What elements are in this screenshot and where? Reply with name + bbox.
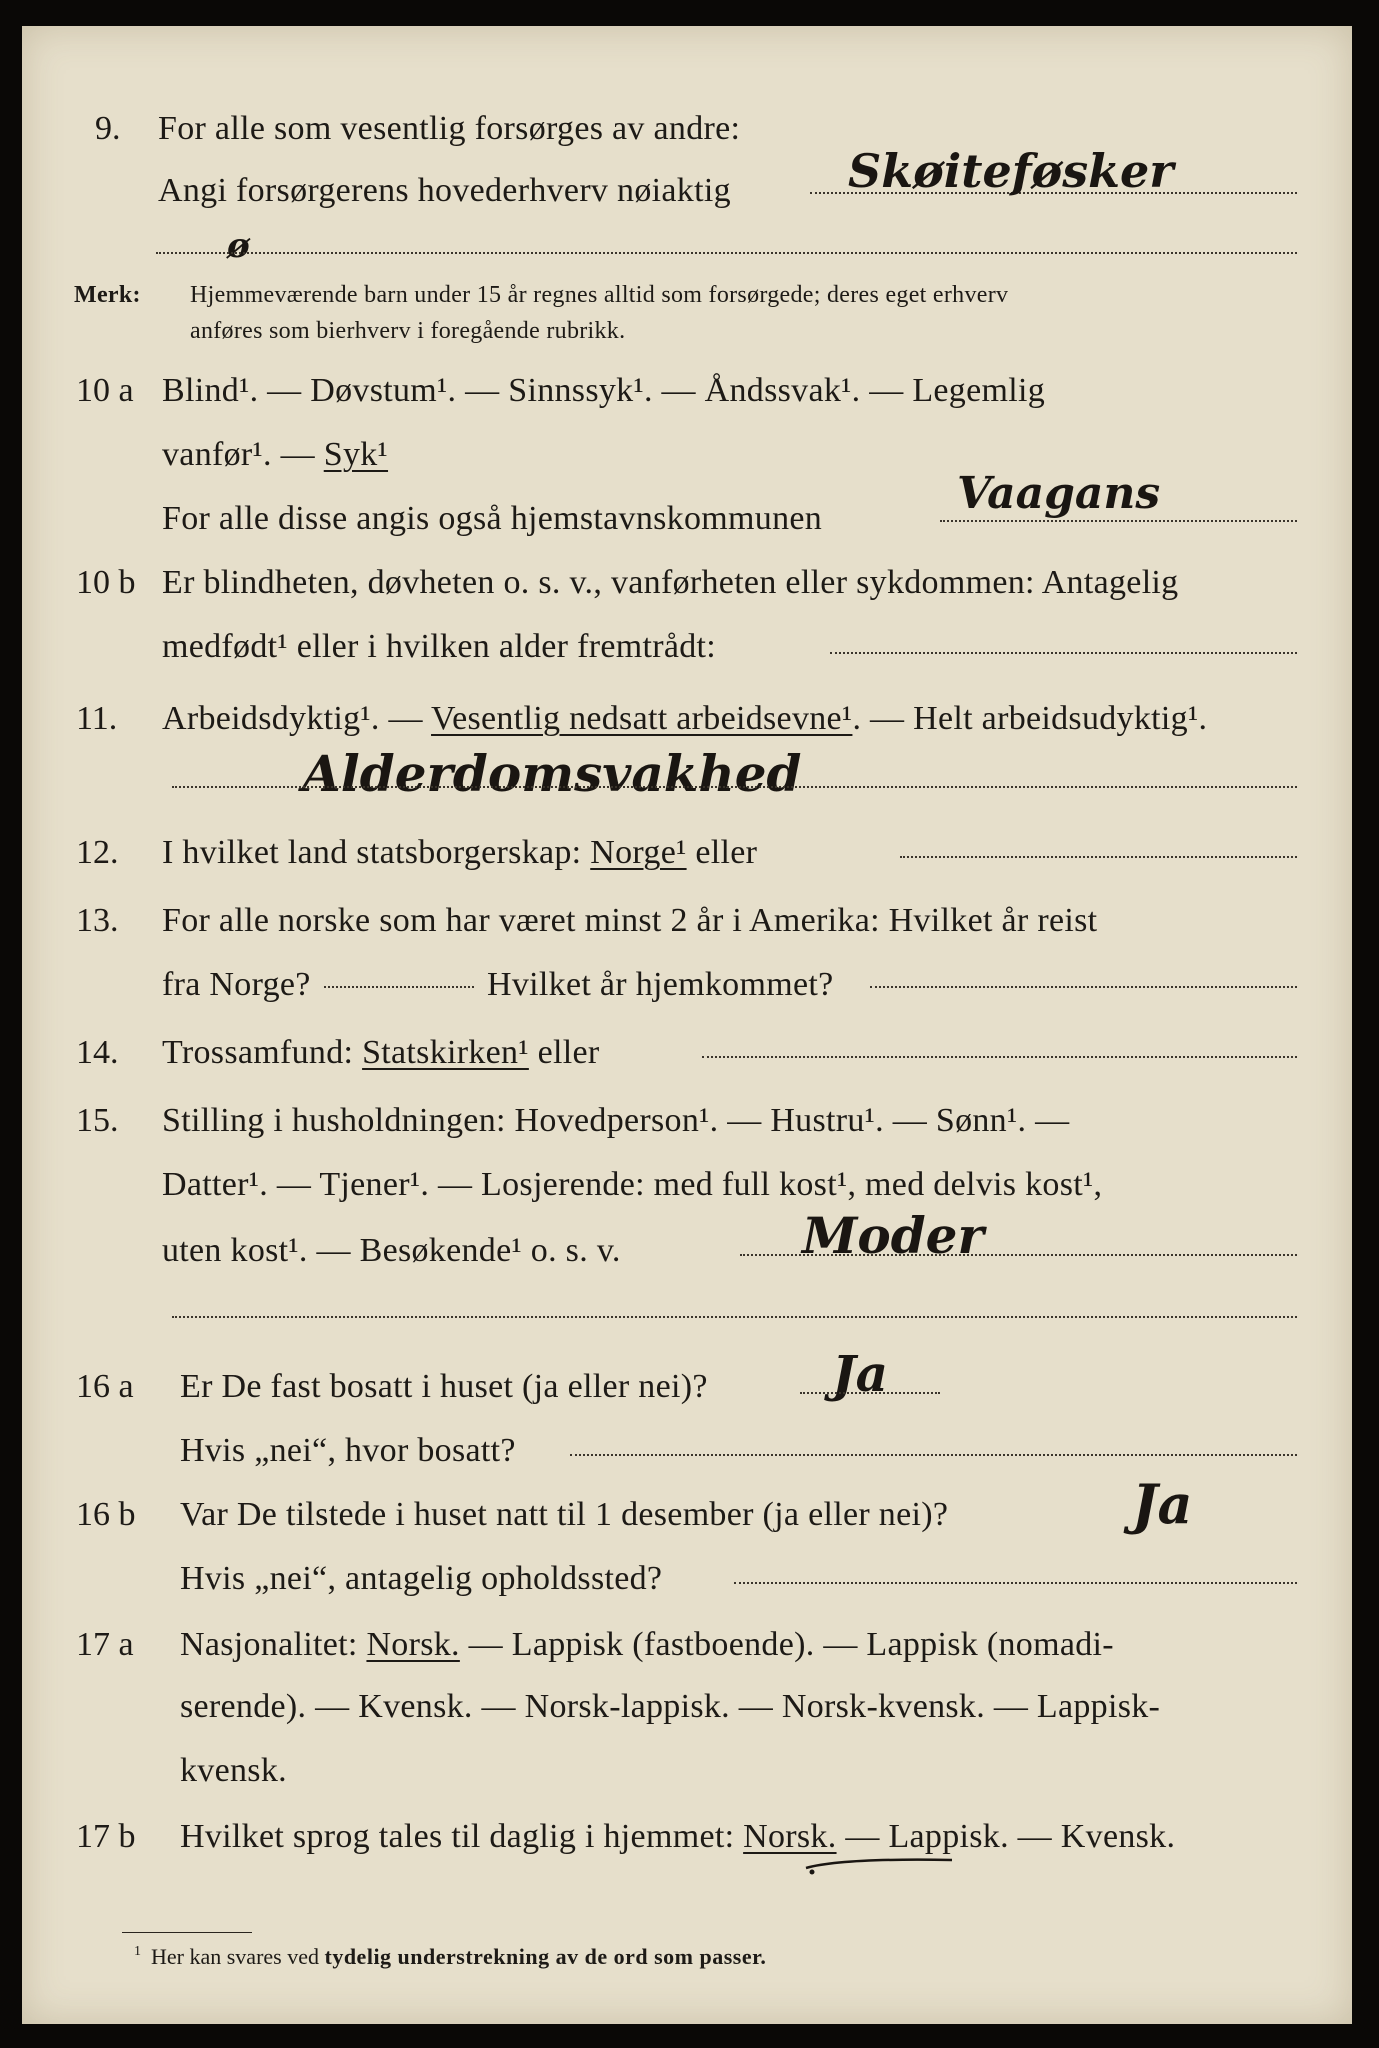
q13-reist-answer-line [324,986,474,988]
q16a-answer-line [800,1392,940,1394]
q10a-number: 10 a [76,372,134,409]
q16a-handwritten-answer: Ja [832,1344,889,1403]
q17a-number: 17 a [76,1626,134,1663]
q16b-opholdssted-answer-line [734,1582,1297,1584]
q17a-line2: serende). — Kvensk. — Norsk-lappisk. — Norsk-kvensk. — Lappisk- [180,1688,1161,1725]
q11-line1: Arbeidsdyktig¹. — Vesentlig nedsatt arbeidsevne¹. — Helt arbeidsudyktig¹. [162,700,1208,737]
footnote-rule [122,1932,252,1933]
q10b-line1: Er blindheten, døvheten o. s. v., vanførheten eller sykdommen: Antagelig [162,564,1179,601]
q9-line1: For alle som vesentlig forsørges av andre: [158,110,741,147]
q11-answer-line [172,786,1297,788]
q17b-pen-stroke [802,1854,962,1878]
q9-handwritten-mark: ø [227,226,250,266]
q16a-bosatt-answer-line [570,1454,1297,1456]
q13-line2a: fra Norge? [162,966,311,1003]
q10a-answer-line [940,520,1297,522]
q13-hjemkommet-answer-line [870,986,1297,988]
q13-line1: For alle norske som har været minst 2 år i Amerika: Hvilket år reist [162,902,1098,939]
q16a-number: 16 a [76,1368,134,1405]
q15-answer-line-2 [172,1316,1297,1318]
q16a-line1: Er De fast bosatt i huset (ja eller nei)? [180,1368,708,1405]
q17a-line3: kvensk. [180,1752,287,1789]
q9-handwritten-answer: Skøiteføsker [848,144,1174,198]
q14-underlined-choice: Statskirken¹ [362,1034,529,1071]
q16b-handwritten-answer: Ja [1132,1472,1193,1536]
q9-number: 9. [95,110,121,147]
q12-line: I hvilket land statsborgerskap: Norge¹ eller [162,834,758,871]
q17a-underlined-choice: Norsk. [366,1626,460,1663]
q15-line3: uten kost¹. — Besøkende¹ o. s. v. [162,1232,621,1269]
q11-handwritten-answer: Alderdomsvakhed [302,744,802,803]
q15-line2: Datter¹. — Tjener¹. — Losjerende: med full kost¹, med delvis kost¹, [162,1166,1103,1203]
q14-number: 14. [76,1034,119,1071]
q10b-line2: medfødt¹ eller i hvilken alder fremtrådt: [162,628,717,665]
q10b-answer-line [830,652,1297,654]
q14-answer-line [702,1056,1297,1058]
q16b-line2: Hvis „nei“, antagelig opholdssted? [180,1560,663,1597]
q15-line1: Stilling i husholdningen: Hovedperson¹. — Hustru¹. — Sønn¹. — [162,1102,1070,1139]
q12-underlined-choice: Norge¹ [590,834,687,871]
q10a-line1: Blind¹. — Døvstum¹. — Sinnssyk¹. — Åndssvak¹. — Legemlig [162,372,1046,409]
q15-answer-line [740,1254,1297,1256]
q17b-line: Hvilket sprog tales til daglig i hjemmet: Norsk. — Lappisk. — Kvensk. [180,1818,1176,1855]
q10a-line3: For alle disse angis også hjemstavnskommunen [162,500,823,537]
q11-number: 11. [76,700,118,737]
q17a-line1: Nasjonalitet: Norsk. — Lappisk (fastboende). — Lappisk (nomadi- [180,1626,1114,1663]
q15-number: 15. [76,1102,119,1139]
q16b-line1: Var De tilstede i huset natt til 1 desember (ja eller nei)? [180,1496,949,1533]
q15-handwritten-answer: Moder [802,1206,984,1265]
q16b-number: 16 b [76,1496,136,1533]
q11-underlined-choice: Vesentlig nedsatt arbeidsevne¹ [431,700,853,737]
q10a-handwritten-answer: Vaagans [957,468,1161,519]
q17b-underlined-choice: Norsk. [743,1818,837,1855]
q13-number: 13. [76,902,119,939]
census-form-page [22,26,1352,2024]
q16a-line2: Hvis „nei“, hvor bosatt? [180,1432,516,1469]
q13-line2b: Hvilket år hjemkommet? [487,966,834,1003]
q12-answer-line [900,856,1297,858]
q9-answer-line-2 [156,252,1297,254]
merk-line1: Hjemmeværende barn under 15 år regnes alltid som forsørgede; deres eget erhverv [190,282,1009,308]
q9-line2: Angi forsørgerens hovederhverv nøiaktig [158,172,731,209]
q10a-line2: vanfør¹. — Syk¹ [162,436,389,473]
merk-line2: anføres som bierhverv i foregående rubrikk. [190,318,626,344]
q10a-syk-underlined: Syk¹ [323,436,389,473]
q17b-number: 17 b [76,1818,136,1855]
footnote: $^1$ Her kan svares ved tydelig understrekning av de ord som passer. [134,1944,767,1969]
q10b-number: 10 b [76,564,136,601]
q12-number: 12. [76,834,119,871]
merk-label: Merk: [74,282,141,308]
q14-line: Trossamfund: Statskirken¹ eller [162,1034,600,1071]
